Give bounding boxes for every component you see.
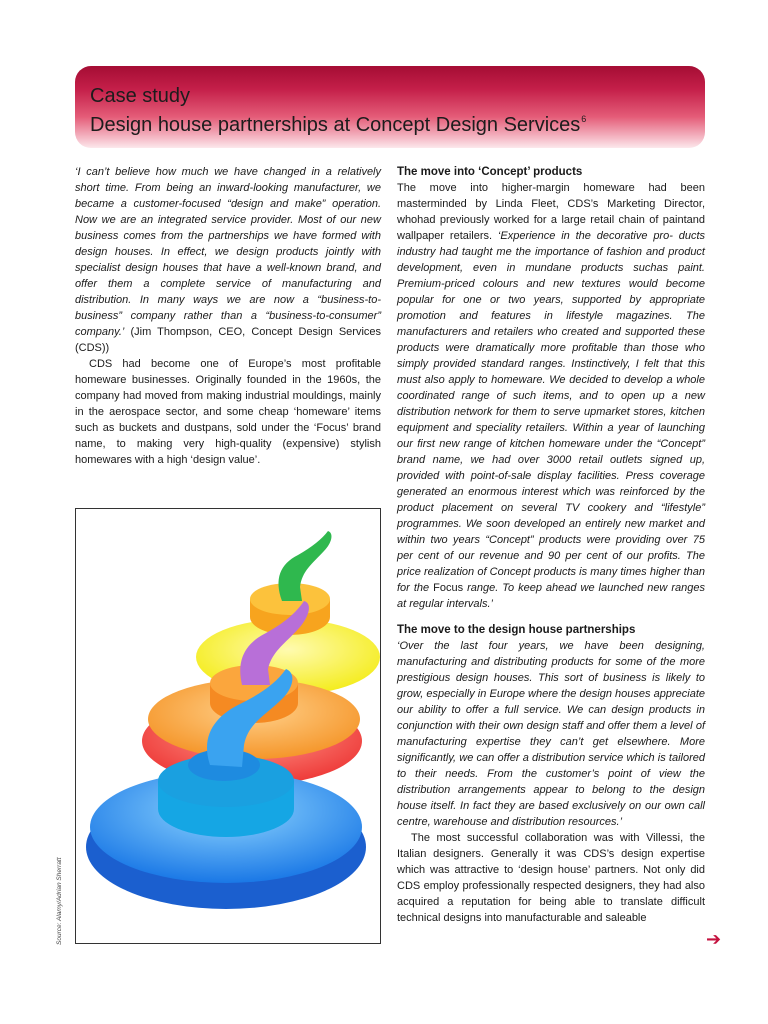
left-column: [75, 164, 381, 468]
linda-fleet-quote-end: range. To keep ahead we launched new ranges at regular intervals.’: [397, 582, 706, 610]
banner-kicker: Case study: [90, 85, 191, 107]
continue-arrow-icon: ➔: [706, 929, 722, 949]
banner-title-text: Design house partnerships at Concept Design Services: [90, 114, 581, 136]
villessi-paragraph: The most successful collaboration was with Villessi, the Italian designers. Generally it was CDS’s design expertise which was attractive to ‘design house’ partners. Not only did CDS employ professionally respected designers, they had also acquired a reputation for being able to translate difficult technical designs into manufacturable and saleable: [397, 832, 705, 924]
opening-quote-paragraph: [75, 164, 381, 356]
section-heading-partnerships: The move to the design house partnerships: [397, 624, 636, 636]
section-heading-concept: The move into ‘Concept’ products: [397, 166, 583, 178]
right-column: [397, 164, 705, 926]
footnote-marker: 6: [581, 114, 587, 124]
stacked-lids-illustration: [76, 509, 380, 943]
photo-credit: Source: Alamy/Adrian Sherratt: [56, 857, 63, 945]
banner-title: [90, 107, 586, 137]
focus-brand: Focus: [433, 582, 464, 594]
product-photo: [75, 508, 381, 944]
opening-quote: ‘I can’t believe how much we have changed in a relatively short time. From being an inward-looking manufacturer, we became a customer-focused “design and make” operation. Now we are an integrated service provider. Most of our new business comes from the partnerships we have formed with design houses. In effect, we design products jointly with specialist design houses that have a well-known brand, and offer them a complete service of manufacturing and distribution. In many ways we are now a “business-to-business” company rather than a “business-to-consumer” company.’: [75, 166, 381, 338]
linda-fleet-quote: ‘Experience in the decorative pro- ducts industry had taught me the importance of fashion and product development, even in mundane products suchas paint. Premium-priced colours and new textures would become popular for one or two years, supported by appropriate promotion and features in lifestyle magazines. The manufacturers and retailers who created and supported these products were dramatically more profitable than those who simply provided standard ranges. Instinctively, I felt that this must also apply to homeware. We decided to develop a whole coordinated range of such items, and to open up a new distribution network for them to serve upmarket stores, kitchen equipment and speciality retailers. Within a year of launching our first new range of kitchen homeware under the “Concept” brand name, we had over 3000 retail outlets signed up, provided with point-of-sale display facilities. Press coverage generated an enormous interest which was reinforced by the product placement on several TV cookery and “lifestyle” programmes. We soon developed an entirely new market and within two years “Concept” products were providing over 75 per cent of our revenue and 90 per cent of our profits. The price realization of Concept products is many times higher than for the: [397, 230, 705, 594]
company-history-paragraph: CDS had become one of Europe’s most profitable homeware businesses. Originally founded in the 1960s, the company had moved from making industrial mouldings, mainly in the aerospace sector, and some cheap ‘homeware’ items such as buckets and dustpans, sold under the ‘Focus’ brand name, to making very high-quality (expensive) stylish homewares with a high ‘design value’.: [75, 358, 381, 466]
quote-attribution: (Jim Thompson, CEO, Concept Design Services (CDS)): [75, 326, 381, 354]
concept-intro: The move into higher-margin homeware had been masterminded by Linda Fleet, CDS’s Marketing Director, whohad previously worked for a large retail chain of paintand wallpaper retailers.: [397, 182, 705, 242]
concept-paragraph: [397, 180, 705, 612]
partnerships-quote: ‘Over the last four years, we have been designing, manufacturing and distributing products for some of the more prestigious design houses. This sort of business is likely to grow, especially in Europe where the design houses appreciate our ability to offer a full service. We can design products in conjunction with their own design staff and offer them a level of manufacturing expertise they can’t get elsewhere. More significantly, we can offer a distribution service which is tailored to their needs. From the customer’s point of view the distribution arrangements appear to belong to the design house itself. In fact they are based exclusively on our own call centre, warehouse and distribution resources.’: [397, 640, 705, 828]
